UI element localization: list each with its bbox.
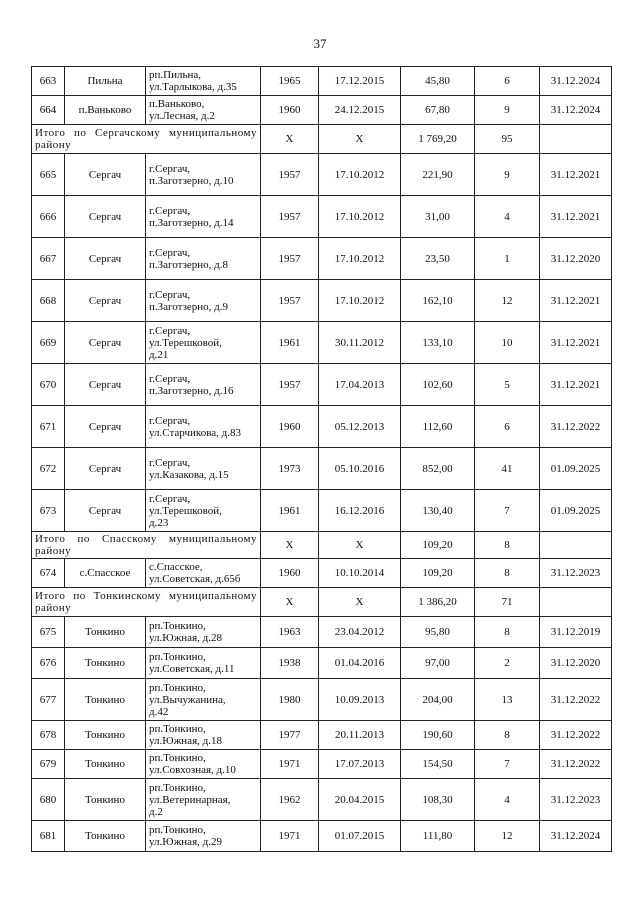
year-cell: 1960: [261, 406, 319, 448]
address-cell: рп.Тонкино, ул.Вычужанина, д.42: [146, 679, 261, 721]
deadline-cell: [540, 125, 612, 154]
locality-cell: Сергач: [65, 154, 146, 196]
address-cell: г.Сергач, п.Заготзерно, д.9: [146, 280, 261, 322]
date-cell: X: [319, 588, 401, 617]
row-number-cell: 672: [32, 448, 65, 490]
count-cell: 1: [475, 238, 540, 280]
count-cell: 7: [475, 750, 540, 779]
deadline-cell: 31.12.2023: [540, 779, 612, 821]
year-cell: 1963: [261, 617, 319, 648]
date-cell: 17.12.2015: [319, 67, 401, 96]
area-cell: 111,80: [401, 821, 475, 852]
year-cell: 1957: [261, 154, 319, 196]
table-row: [32, 448, 612, 490]
year-cell: X: [261, 588, 319, 617]
table-row: [32, 821, 612, 852]
year-cell: 1977: [261, 721, 319, 750]
year-cell: 1971: [261, 821, 319, 852]
area-cell: 108,30: [401, 779, 475, 821]
area-cell: 1 386,20: [401, 588, 475, 617]
address-cell: с.Спасское, ул.Советская, д.65б: [146, 559, 261, 588]
locality-cell: Сергач: [65, 196, 146, 238]
locality-cell: Сергач: [65, 280, 146, 322]
year-cell: X: [261, 532, 319, 559]
date-cell: 17.04.2013: [319, 364, 401, 406]
year-cell: 1965: [261, 67, 319, 96]
row-number-cell: 673: [32, 490, 65, 532]
count-cell: 7: [475, 490, 540, 532]
area-cell: 112,60: [401, 406, 475, 448]
address-cell: г.Сергач, ул.Терешковой, д.21: [146, 322, 261, 364]
address-cell: рп.Тонкино, ул.Совхозная, д.10: [146, 750, 261, 779]
date-cell: 10.09.2013: [319, 679, 401, 721]
area-cell: 852,00: [401, 448, 475, 490]
deadline-cell: 31.12.2021: [540, 280, 612, 322]
deadline-cell: 01.09.2025: [540, 448, 612, 490]
table-row: [32, 490, 612, 532]
date-cell: 17.07.2013: [319, 750, 401, 779]
count-cell: 71: [475, 588, 540, 617]
date-cell: 24.12.2015: [319, 96, 401, 125]
table-row: [32, 779, 612, 821]
area-cell: 31,00: [401, 196, 475, 238]
address-cell: рп.Пильна, ул.Тарлыкова, д.35: [146, 67, 261, 96]
date-cell: X: [319, 125, 401, 154]
date-cell: 17.10.2012: [319, 280, 401, 322]
locality-cell: Сергач: [65, 238, 146, 280]
count-cell: 8: [475, 532, 540, 559]
deadline-cell: 31.12.2020: [540, 238, 612, 280]
area-cell: 45,80: [401, 67, 475, 96]
count-cell: 10: [475, 322, 540, 364]
row-number-cell: 669: [32, 322, 65, 364]
deadline-cell: 31.12.2021: [540, 322, 612, 364]
subtotal-label: Итого по Спасскому муниципальному району: [32, 532, 261, 559]
deadline-cell: 31.12.2024: [540, 96, 612, 125]
year-cell: 1973: [261, 448, 319, 490]
address-cell: г.Сергач, п.Заготзерно, д.8: [146, 238, 261, 280]
count-cell: 12: [475, 280, 540, 322]
year-cell: 1971: [261, 750, 319, 779]
deadline-cell: 31.12.2022: [540, 406, 612, 448]
subtotal-label: Итого по Сергачскому муниципальному району: [32, 125, 261, 154]
row-number-cell: 665: [32, 154, 65, 196]
row-number-cell: 664: [32, 96, 65, 125]
locality-cell: Сергач: [65, 406, 146, 448]
row-number-cell: 681: [32, 821, 65, 852]
count-cell: 2: [475, 648, 540, 679]
locality-cell: Сергач: [65, 490, 146, 532]
row-number-cell: 676: [32, 648, 65, 679]
year-cell: 1961: [261, 490, 319, 532]
address-cell: г.Сергач, п.Заготзерно, д.14: [146, 196, 261, 238]
row-number-cell: 670: [32, 364, 65, 406]
locality-cell: Сергач: [65, 364, 146, 406]
deadline-cell: 31.12.2021: [540, 196, 612, 238]
date-cell: 30.11.2012: [319, 322, 401, 364]
date-cell: 16.12.2016: [319, 490, 401, 532]
table-row: [32, 750, 612, 779]
deadline-cell: 31.12.2024: [540, 67, 612, 96]
year-cell: X: [261, 125, 319, 154]
count-cell: 13: [475, 679, 540, 721]
count-cell: 41: [475, 448, 540, 490]
area-cell: 102,60: [401, 364, 475, 406]
deadline-cell: 31.12.2021: [540, 154, 612, 196]
deadline-cell: 31.12.2022: [540, 679, 612, 721]
area-cell: 1 769,20: [401, 125, 475, 154]
area-cell: 190,60: [401, 721, 475, 750]
year-cell: 1938: [261, 648, 319, 679]
table-row: [32, 406, 612, 448]
table-row: [32, 196, 612, 238]
date-cell: 17.10.2012: [319, 238, 401, 280]
area-cell: 97,00: [401, 648, 475, 679]
date-cell: 01.04.2016: [319, 648, 401, 679]
count-cell: 8: [475, 559, 540, 588]
table-row: [32, 280, 612, 322]
count-cell: 6: [475, 67, 540, 96]
deadline-cell: 31.12.2023: [540, 559, 612, 588]
address-cell: г.Сергач, п.Заготзерно, д.16: [146, 364, 261, 406]
locality-cell: Тонкино: [65, 779, 146, 821]
address-cell: п.Ваньково, ул.Лесная, д.2: [146, 96, 261, 125]
area-cell: 67,80: [401, 96, 475, 125]
table-row: [32, 364, 612, 406]
area-cell: 130,40: [401, 490, 475, 532]
address-cell: рп.Тонкино, ул.Южная, д.28: [146, 617, 261, 648]
deadline-cell: 31.12.2020: [540, 648, 612, 679]
row-number-cell: 677: [32, 679, 65, 721]
count-cell: 4: [475, 779, 540, 821]
deadline-cell: 31.12.2022: [540, 750, 612, 779]
address-cell: рп.Тонкино, ул.Советская, д.11: [146, 648, 261, 679]
locality-cell: Сергач: [65, 448, 146, 490]
address-cell: г.Сергач, ул.Старчикова, д.83: [146, 406, 261, 448]
table-row: [32, 617, 612, 648]
table-row: [32, 154, 612, 196]
table-row: [32, 679, 612, 721]
year-cell: 1957: [261, 196, 319, 238]
area-cell: 133,10: [401, 322, 475, 364]
locality-cell: Тонкино: [65, 721, 146, 750]
date-cell: 10.10.2014: [319, 559, 401, 588]
year-cell: 1961: [261, 322, 319, 364]
row-number-cell: 678: [32, 721, 65, 750]
area-cell: 162,10: [401, 280, 475, 322]
row-number-cell: 667: [32, 238, 65, 280]
locality-cell: Тонкино: [65, 617, 146, 648]
locality-cell: Пильна: [65, 67, 146, 96]
locality-cell: Сергач: [65, 322, 146, 364]
locality-cell: Тонкино: [65, 648, 146, 679]
subtotal-label: Итого по Тонкинскому муниципальному району: [32, 588, 261, 617]
date-cell: 05.12.2013: [319, 406, 401, 448]
area-cell: 95,80: [401, 617, 475, 648]
date-cell: 05.10.2016: [319, 448, 401, 490]
row-number-cell: 679: [32, 750, 65, 779]
locality-cell: Тонкино: [65, 750, 146, 779]
count-cell: 5: [475, 364, 540, 406]
count-cell: 9: [475, 96, 540, 125]
table-row: [32, 67, 612, 96]
deadline-cell: 31.12.2019: [540, 617, 612, 648]
row-number-cell: 671: [32, 406, 65, 448]
address-cell: рп.Тонкино, ул.Южная, д.29: [146, 821, 261, 852]
table-row: [32, 96, 612, 125]
area-cell: 23,50: [401, 238, 475, 280]
count-cell: 12: [475, 821, 540, 852]
year-cell: 1957: [261, 364, 319, 406]
year-cell: 1957: [261, 238, 319, 280]
date-cell: 17.10.2012: [319, 154, 401, 196]
page-number: 37: [313, 36, 327, 51]
subtotal-row: [32, 588, 612, 617]
locality-cell: Тонкино: [65, 821, 146, 852]
table-row: [32, 559, 612, 588]
year-cell: 1957: [261, 280, 319, 322]
count-cell: 95: [475, 125, 540, 154]
row-number-cell: 668: [32, 280, 65, 322]
deadline-cell: 31.12.2022: [540, 721, 612, 750]
table-row: [32, 322, 612, 364]
count-cell: 9: [475, 154, 540, 196]
year-cell: 1960: [261, 559, 319, 588]
date-cell: 17.10.2012: [319, 196, 401, 238]
row-number-cell: 674: [32, 559, 65, 588]
table-row: [32, 238, 612, 280]
address-cell: г.Сергач, ул.Казакова, д.15: [146, 448, 261, 490]
address-cell: г.Сергач, п.Заготзерно, д.10: [146, 154, 261, 196]
locality-cell: п.Ваньково: [65, 96, 146, 125]
count-cell: 8: [475, 721, 540, 750]
date-cell: 01.07.2015: [319, 821, 401, 852]
year-cell: 1962: [261, 779, 319, 821]
row-number-cell: 666: [32, 196, 65, 238]
area-cell: 204,00: [401, 679, 475, 721]
deadline-cell: [540, 532, 612, 559]
housing-register-table: [31, 66, 612, 852]
address-cell: рп.Тонкино, ул.Ветеринарная, д.2: [146, 779, 261, 821]
deadline-cell: 01.09.2025: [540, 490, 612, 532]
area-cell: 109,20: [401, 559, 475, 588]
locality-cell: с.Спасское: [65, 559, 146, 588]
locality-cell: Тонкино: [65, 679, 146, 721]
date-cell: 20.04.2015: [319, 779, 401, 821]
table-row: [32, 721, 612, 750]
row-number-cell: 680: [32, 779, 65, 821]
address-cell: г.Сергач, ул.Терешковой, д.23: [146, 490, 261, 532]
area-cell: 109,20: [401, 532, 475, 559]
count-cell: 4: [475, 196, 540, 238]
table-row: [32, 648, 612, 679]
area-cell: 154,50: [401, 750, 475, 779]
address-cell: рп.Тонкино, ул.Южная, д.18: [146, 721, 261, 750]
count-cell: 8: [475, 617, 540, 648]
year-cell: 1980: [261, 679, 319, 721]
deadline-cell: 31.12.2021: [540, 364, 612, 406]
date-cell: X: [319, 532, 401, 559]
row-number-cell: 663: [32, 67, 65, 96]
subtotal-row: [32, 532, 612, 559]
row-number-cell: 675: [32, 617, 65, 648]
deadline-cell: 31.12.2024: [540, 821, 612, 852]
deadline-cell: [540, 588, 612, 617]
year-cell: 1960: [261, 96, 319, 125]
subtotal-row: [32, 125, 612, 154]
date-cell: 23.04.2012: [319, 617, 401, 648]
date-cell: 20.11.2013: [319, 721, 401, 750]
area-cell: 221,90: [401, 154, 475, 196]
count-cell: 6: [475, 406, 540, 448]
